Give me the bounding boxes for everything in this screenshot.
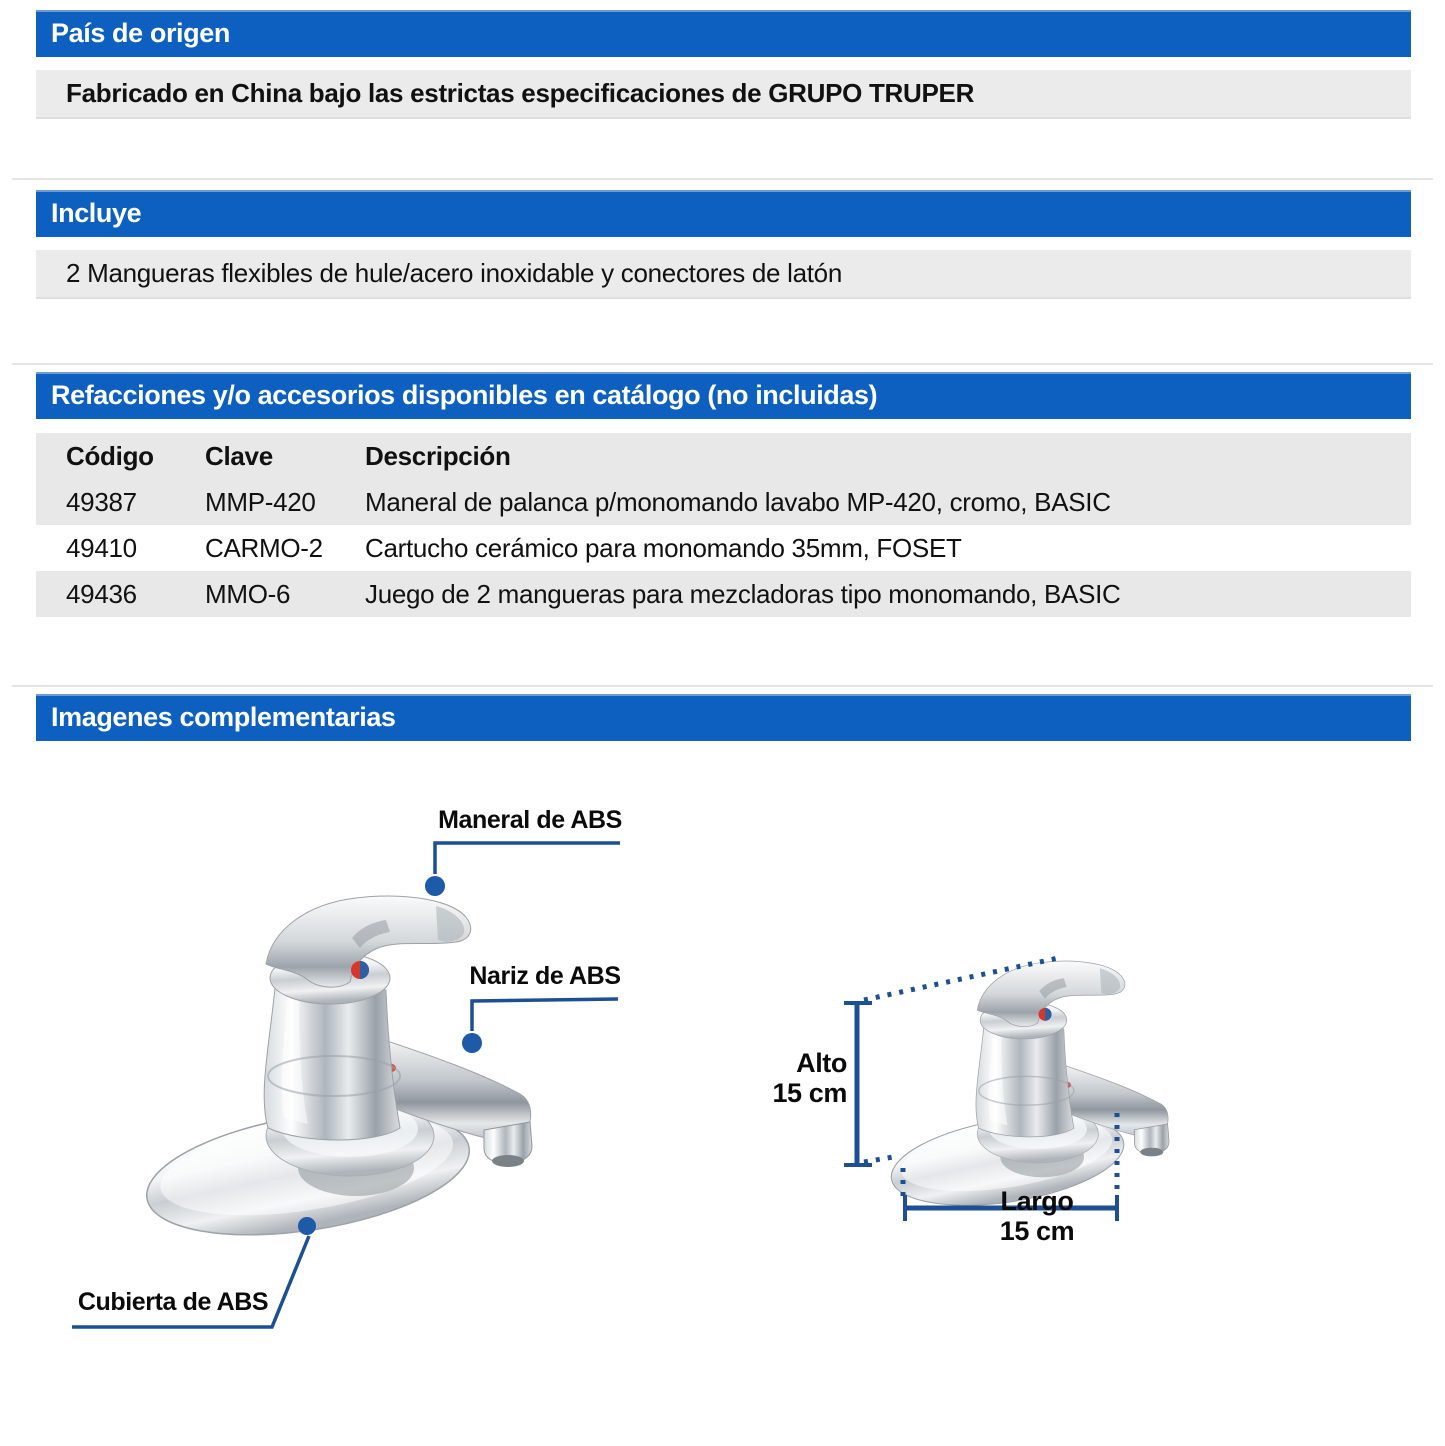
col-header-codigo: Código (66, 440, 154, 471)
parts-table-header-row (36, 433, 1411, 479)
maneral-callout-dot (425, 876, 445, 896)
cell-descripcion: Juego de 2 mangueras para mezcladoras tipo monomando, BASIC (365, 578, 1121, 609)
cell-codigo: 49387 (66, 486, 137, 517)
section-title-origin: País de origen (51, 18, 230, 48)
section-title-parts: Refacciones y/o accesorios disponibles en catálogo (no incluidas) (51, 380, 878, 410)
parts-table (36, 433, 1411, 617)
includes-body-text: 2 Mangueras flexibles de hule/acero inoxidable y conectores de latón (66, 258, 842, 288)
cell-clave: CARMO-2 (205, 532, 323, 563)
section-title-images: Imagenes complementarias (51, 702, 396, 732)
section-title-includes: Incluye (51, 198, 142, 228)
cell-clave: MMO-6 (205, 578, 291, 609)
cell-codigo: 49410 (66, 532, 137, 563)
cell-descripcion: Cartucho cerámico para monomando 35mm, FOSET (365, 532, 962, 563)
cell-clave: MMP-420 (205, 486, 316, 517)
section-divider (12, 685, 1433, 687)
nariz-callout-line (472, 999, 618, 1031)
section-header-images (36, 694, 1411, 741)
dimension-label-alto (695, 1048, 847, 1108)
callout-label-cubierta: Cubierta de ABS (77, 1288, 269, 1316)
col-header-clave: Clave (205, 440, 273, 471)
maneral-callout-line (435, 843, 620, 874)
alto-value: 15 cm (772, 1078, 847, 1108)
section-header-parts (36, 372, 1411, 419)
nariz-callout-dot (462, 1033, 482, 1053)
alto-dimension-line (844, 957, 1063, 1165)
col-header-descripcion: Descripción (365, 440, 511, 471)
section-header-includes (36, 190, 1411, 237)
callout-label-nariz: Nariz de ABS (469, 962, 621, 990)
callout-label-maneral: Maneral de ABS (438, 806, 622, 834)
cell-descripcion: Maneral de palanca p/monomando lavabo MP-420, cromo, BASIC (365, 486, 1111, 517)
cubierta-callout-dot (298, 1217, 316, 1235)
section-divider (12, 363, 1433, 365)
dimension-label-largo (952, 1186, 1122, 1246)
largo-value: 15 cm (999, 1216, 1075, 1246)
section-divider (12, 178, 1433, 180)
origin-body-text: Fabricado en China bajo las estrictas especificaciones de GRUPO TRUPER (66, 78, 975, 108)
table-row (36, 525, 1411, 571)
origin-body-box (36, 70, 1411, 119)
includes-body-box (36, 250, 1411, 299)
cell-codigo: 49436 (66, 578, 137, 609)
table-row (36, 479, 1411, 525)
largo-text: Largo (1000, 1186, 1074, 1216)
table-row (36, 571, 1411, 617)
section-header-origin (36, 10, 1411, 57)
alto-text: Alto (796, 1048, 847, 1078)
